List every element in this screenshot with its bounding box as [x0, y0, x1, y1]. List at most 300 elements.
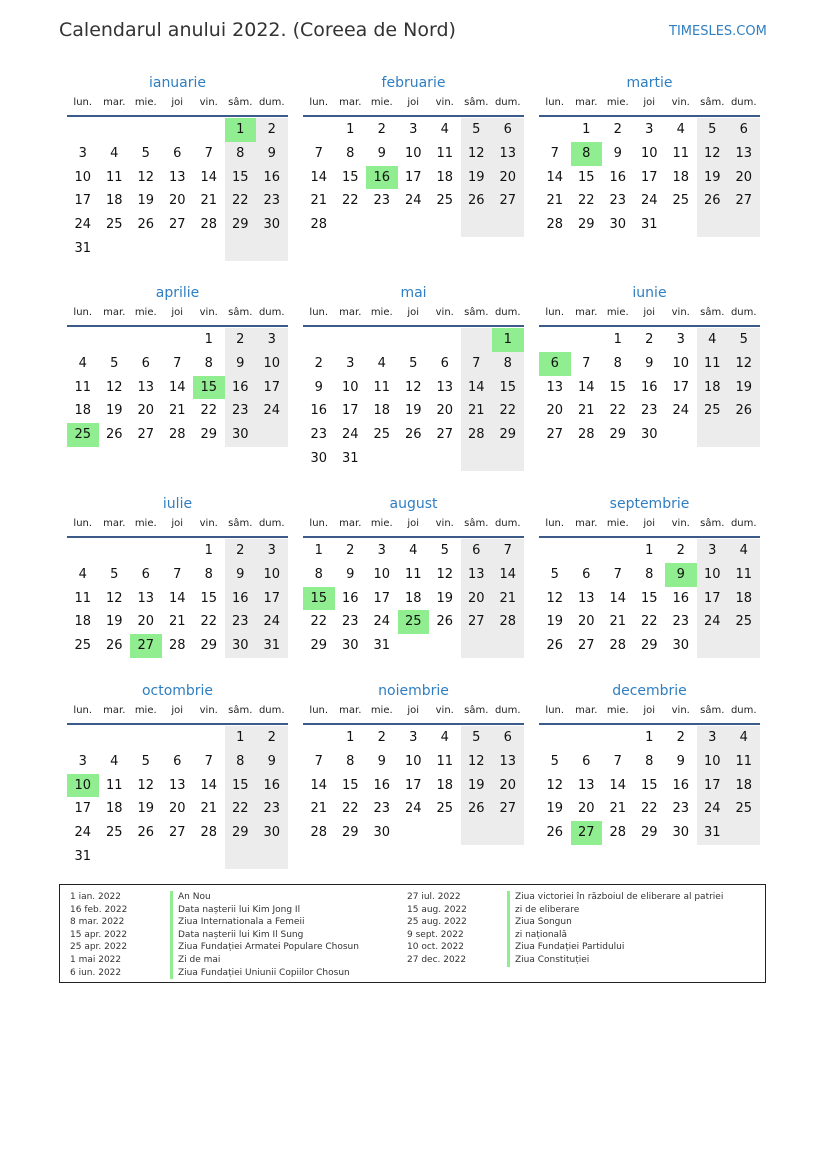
empty-day-cell — [461, 328, 493, 352]
legend-holiday-name: Zi de mai — [170, 954, 220, 967]
day-cell: 12 — [404, 379, 422, 395]
day-cell: 29 — [492, 423, 524, 447]
day-cell: 16 — [225, 376, 257, 400]
day-cell: 29 — [640, 825, 658, 840]
day-cell: 7 — [492, 539, 524, 563]
empty-day-cell — [492, 821, 524, 845]
day-cell: 26 — [546, 825, 564, 840]
legend-date: 10 oct. 2022 — [407, 942, 464, 953]
weekday-label: dum. — [258, 307, 285, 318]
day-cell: 23 — [310, 427, 328, 442]
legend-date: 15 apr. 2022 — [70, 929, 128, 940]
day-cell: 20 — [137, 614, 155, 630]
empty-day-cell — [602, 539, 634, 563]
day-cell: 3 — [78, 753, 87, 769]
weekday-label: joi — [643, 518, 656, 529]
day-cell: 9 — [346, 566, 355, 582]
day-cell: 23 — [672, 614, 690, 630]
day-cell: 10 — [697, 563, 729, 587]
day-grid — [303, 539, 524, 658]
day-cell: 23 — [225, 610, 257, 634]
day-cell: 23 — [609, 193, 627, 209]
empty-day-cell — [571, 328, 603, 352]
day-cell: 21 — [609, 614, 627, 630]
day-cell: 1 — [346, 122, 355, 137]
day-cell: 11 — [672, 145, 690, 161]
day-cell: 23 — [256, 189, 288, 213]
day-cell: 4 — [676, 122, 685, 137]
day-cell: 22 — [200, 403, 218, 419]
legend-holiday-name: Ziua Constituției — [507, 954, 589, 967]
weekday-label: joi — [171, 518, 184, 529]
weekday-header — [303, 703, 524, 725]
day-cell: 15 — [341, 777, 359, 793]
day-cell: 2 — [346, 543, 355, 558]
empty-day-cell — [130, 328, 162, 352]
day-cell: 13 — [577, 590, 595, 606]
empty-day-cell — [162, 237, 194, 261]
day-cell: 8 — [204, 566, 213, 582]
weekday-label: mie. — [606, 518, 629, 529]
day-cell: 17 — [640, 169, 658, 185]
day-cell: 19 — [404, 403, 422, 419]
day-cell: 2 — [676, 730, 685, 745]
day-cell: 14 — [310, 777, 328, 793]
weekday-label: mie. — [370, 518, 393, 529]
legend-holiday-name: Ziua Songun — [507, 916, 572, 929]
day-cell: 7 — [314, 145, 323, 161]
day-cell: 8 — [225, 142, 257, 166]
weekday-label: joi — [407, 97, 420, 108]
empty-day-cell — [398, 634, 430, 658]
weekday-label: mie. — [134, 705, 157, 716]
day-cell: 28 — [609, 638, 627, 653]
day-cell: 29 — [341, 825, 359, 840]
empty-day-cell — [193, 726, 225, 750]
weekday-label: joi — [643, 705, 656, 716]
day-cell: 5 — [461, 118, 493, 142]
day-cell: 21 — [492, 587, 524, 611]
day-cell: 3 — [256, 328, 288, 352]
month-title: octombrie — [141, 683, 214, 699]
day-cell: 30 — [225, 423, 257, 447]
weekday-label: mar. — [575, 518, 598, 529]
legend-date: 1 ian. 2022 — [70, 892, 121, 902]
weekday-label: mar. — [103, 307, 126, 318]
day-cell: 31 — [697, 821, 729, 845]
weekday-label: sâm. — [228, 97, 253, 108]
day-cell: 6 — [141, 355, 150, 371]
legend-row — [407, 941, 723, 954]
day-cell: 10 — [404, 145, 422, 161]
day-cell: 15 — [225, 774, 257, 798]
day-cell: 24 — [672, 403, 690, 419]
day-cell: 17 — [373, 590, 391, 606]
weekday-label: sâm. — [700, 518, 725, 529]
empty-day-cell — [256, 237, 288, 261]
day-cell: 21 — [168, 614, 186, 630]
day-cell: 30 — [256, 821, 288, 845]
day-cell: 12 — [728, 352, 760, 376]
weekday-label: vin. — [435, 307, 454, 318]
weekday-label: joi — [171, 705, 184, 716]
day-cell: 30 — [256, 213, 288, 237]
day-cell: 21 — [577, 403, 595, 419]
day-cell: 31 — [341, 450, 359, 466]
day-cell: 13 — [461, 563, 493, 587]
weekday-label: vin. — [671, 97, 690, 108]
day-cell: 14 — [310, 169, 328, 185]
day-cell: 5 — [697, 118, 729, 142]
weekday-label: vin. — [671, 705, 690, 716]
day-cell: 24 — [697, 797, 729, 821]
weekday-label: vin. — [199, 518, 218, 529]
day-cell: 26 — [436, 614, 454, 630]
day-cell: 16 — [256, 166, 288, 190]
day-cell: 15 — [225, 166, 257, 190]
day-cell: 20 — [168, 801, 186, 817]
day-cell: 12 — [461, 142, 493, 166]
day-cell: 12 — [546, 777, 564, 793]
weekday-label: vin. — [435, 705, 454, 716]
day-cell: 18 — [74, 614, 92, 630]
empty-day-cell — [303, 118, 335, 142]
day-cell: 13 — [728, 142, 760, 166]
empty-day-cell — [571, 539, 603, 563]
day-cell: 12 — [137, 777, 155, 793]
weekday-label: sâm. — [700, 97, 725, 108]
weekday-label: mar. — [339, 97, 362, 108]
day-cell: 22 — [341, 801, 359, 817]
day-cell: 27 — [436, 427, 454, 442]
weekday-label: lun. — [73, 518, 93, 529]
legend-date: 25 apr. 2022 — [70, 942, 128, 953]
weekday-label: lun. — [545, 307, 565, 318]
empty-day-cell — [665, 213, 697, 237]
weekday-header — [539, 516, 760, 538]
day-cell: 26 — [137, 217, 155, 232]
weekday-label: sâm. — [464, 518, 489, 529]
empty-day-cell — [162, 539, 194, 563]
legend-row — [407, 929, 723, 942]
day-cell: 5 — [461, 726, 493, 750]
weekday-label: mar. — [339, 307, 362, 318]
day-cell: 13 — [137, 379, 155, 395]
empty-day-cell — [398, 447, 430, 471]
day-cell: 4 — [110, 145, 119, 161]
empty-day-cell — [539, 328, 571, 352]
month-august — [303, 494, 524, 658]
day-cell: 1 — [314, 543, 323, 558]
legend-holiday-name: zi națională — [507, 929, 567, 942]
holiday-day-cell: 25 — [67, 423, 99, 447]
day-cell: 10 — [640, 145, 658, 161]
day-cell: 13 — [492, 142, 524, 166]
legend-holiday-name: Ziua Fundației Partidului — [507, 941, 624, 954]
day-cell: 14 — [461, 376, 493, 400]
day-cell: 1 — [645, 730, 654, 745]
day-cell: 29 — [225, 213, 257, 237]
empty-day-cell — [366, 328, 398, 352]
month-title: aprilie — [155, 285, 200, 301]
day-cell: 12 — [546, 590, 564, 606]
day-cell: 3 — [346, 355, 355, 371]
day-cell: 25 — [105, 217, 123, 232]
day-grid — [67, 726, 288, 869]
legend-column-right — [407, 891, 723, 967]
empty-day-cell — [256, 845, 288, 869]
day-cell: 8 — [346, 753, 355, 769]
day-cell: 17 — [404, 169, 422, 185]
day-cell: 18 — [105, 193, 123, 209]
day-cell: 14 — [200, 169, 218, 185]
day-cell: 20 — [728, 166, 760, 190]
empty-day-cell — [539, 726, 571, 750]
legend-holiday-name: Data nașterii lui Kim Jong Il — [170, 904, 300, 917]
day-cell: 9 — [256, 142, 288, 166]
day-cell: 18 — [436, 777, 454, 793]
day-cell: 9 — [256, 750, 288, 774]
day-cell: 12 — [105, 379, 123, 395]
day-cell: 3 — [676, 332, 685, 347]
day-cell: 22 — [609, 403, 627, 419]
empty-day-cell — [429, 213, 461, 237]
day-cell: 1 — [346, 730, 355, 745]
weekday-label: mar. — [103, 518, 126, 529]
day-cell: 22 — [341, 193, 359, 209]
day-cell: 18 — [728, 587, 760, 611]
month-title: decembrie — [612, 683, 687, 699]
day-cell: 6 — [440, 355, 449, 371]
empty-day-cell — [398, 213, 430, 237]
day-cell: 28 — [492, 610, 524, 634]
day-cell: 27 — [168, 825, 186, 840]
day-cell: 21 — [200, 801, 218, 817]
empty-day-cell — [728, 821, 760, 845]
legend-date: 27 dec. 2022 — [407, 954, 467, 965]
day-cell: 22 — [225, 797, 257, 821]
day-cell: 3 — [645, 122, 654, 137]
month-ianuarie — [67, 73, 288, 261]
day-cell: 21 — [310, 193, 328, 209]
weekday-label: joi — [643, 97, 656, 108]
day-cell: 10 — [256, 563, 288, 587]
weekday-header — [303, 305, 524, 327]
day-cell: 27 — [577, 638, 595, 653]
month-title: mai — [400, 285, 427, 301]
day-cell: 3 — [377, 543, 386, 558]
day-cell: 29 — [200, 427, 218, 442]
weekday-header — [539, 305, 760, 327]
day-cell: 18 — [728, 774, 760, 798]
weekday-label: dum. — [730, 518, 757, 529]
day-cell: 10 — [404, 753, 422, 769]
empty-day-cell — [429, 328, 461, 352]
weekday-label: dum. — [258, 705, 285, 716]
empty-day-cell — [162, 118, 194, 142]
day-cell: 27 — [168, 217, 186, 232]
day-cell: 21 — [168, 403, 186, 419]
day-cell: 9 — [225, 352, 257, 376]
day-cell: 2 — [676, 543, 685, 558]
day-cell: 15 — [640, 777, 658, 793]
month-title: februarie — [381, 75, 446, 91]
day-cell: 22 — [640, 801, 658, 817]
day-cell: 4 — [728, 539, 760, 563]
weekday-header — [539, 95, 760, 117]
day-cell: 17 — [256, 587, 288, 611]
empty-day-cell — [335, 213, 367, 237]
day-cell: 11 — [74, 379, 92, 395]
day-cell: 6 — [173, 753, 182, 769]
empty-day-cell — [366, 213, 398, 237]
site-logo-link[interactable]: TIMESLES.COM — [669, 24, 767, 39]
holiday-day-cell: 16 — [366, 166, 398, 190]
day-cell: 8 — [225, 750, 257, 774]
holiday-day-cell: 10 — [67, 774, 99, 798]
weekday-label: mar. — [339, 705, 362, 716]
day-cell: 6 — [141, 566, 150, 582]
weekday-label: lun. — [545, 518, 565, 529]
day-cell: 20 — [168, 193, 186, 209]
weekday-label: lun. — [309, 518, 329, 529]
day-cell: 10 — [697, 750, 729, 774]
day-cell: 26 — [546, 638, 564, 653]
day-cell: 4 — [440, 730, 449, 745]
empty-day-cell — [130, 726, 162, 750]
legend-holiday-name: Ziua Internationala a Femeii — [170, 916, 304, 929]
weekday-label: dum. — [258, 97, 285, 108]
day-cell: 7 — [613, 566, 622, 582]
month-februarie — [303, 73, 524, 237]
empty-day-cell — [728, 634, 760, 658]
day-cell: 13 — [436, 379, 454, 395]
legend-row — [70, 967, 359, 980]
day-cell: 8 — [613, 355, 622, 371]
holiday-day-cell: 27 — [571, 821, 603, 845]
day-cell: 12 — [105, 590, 123, 606]
day-cell: 11 — [697, 352, 729, 376]
weekday-label: lun. — [73, 307, 93, 318]
day-cell: 23 — [373, 193, 391, 209]
day-grid — [539, 328, 760, 447]
empty-day-cell — [162, 726, 194, 750]
day-cell: 22 — [225, 189, 257, 213]
day-cell: 7 — [204, 753, 213, 769]
weekday-label: vin. — [435, 97, 454, 108]
empty-day-cell — [130, 845, 162, 869]
day-cell: 11 — [404, 566, 422, 582]
day-cell: 28 — [609, 825, 627, 840]
day-cell: 23 — [256, 797, 288, 821]
weekday-header — [539, 703, 760, 725]
day-cell: 11 — [728, 563, 760, 587]
day-cell: 3 — [697, 539, 729, 563]
day-cell: 25 — [728, 610, 760, 634]
day-cell: 16 — [672, 590, 690, 606]
day-cell: 27 — [492, 189, 524, 213]
day-cell: 1 — [582, 122, 591, 137]
day-cell: 19 — [728, 376, 760, 400]
weekday-label: mie. — [370, 97, 393, 108]
day-cell: 1 — [204, 332, 213, 347]
weekday-label: dum. — [258, 518, 285, 529]
legend-date: 1 mai 2022 — [70, 954, 122, 965]
day-cell: 28 — [461, 423, 493, 447]
empty-day-cell — [461, 447, 493, 471]
day-cell: 9 — [377, 753, 386, 769]
month-octombrie — [67, 681, 288, 869]
day-cell: 15 — [609, 379, 627, 395]
day-cell: 20 — [492, 774, 524, 798]
day-cell: 5 — [728, 328, 760, 352]
weekday-label: mar. — [575, 307, 598, 318]
day-cell: 5 — [141, 753, 150, 769]
day-cell: 5 — [550, 753, 559, 769]
day-cell: 24 — [74, 217, 92, 232]
day-cell: 20 — [577, 801, 595, 817]
empty-day-cell — [99, 726, 131, 750]
day-cell: 25 — [74, 638, 92, 653]
weekday-label: vin. — [199, 307, 218, 318]
day-cell: 14 — [546, 169, 564, 185]
day-grid — [303, 328, 524, 471]
day-cell: 8 — [492, 352, 524, 376]
day-cell: 18 — [697, 376, 729, 400]
day-cell: 20 — [492, 166, 524, 190]
day-cell: 27 — [461, 610, 493, 634]
day-cell: 2 — [225, 328, 257, 352]
day-cell: 7 — [173, 355, 182, 371]
weekday-label: joi — [171, 307, 184, 318]
weekday-label: joi — [407, 307, 420, 318]
day-cell: 26 — [137, 825, 155, 840]
day-cell: 10 — [256, 352, 288, 376]
day-cell: 22 — [492, 399, 524, 423]
day-grid — [303, 726, 524, 845]
weekday-label: lun. — [309, 307, 329, 318]
day-cell: 31 — [373, 638, 391, 653]
empty-day-cell — [571, 726, 603, 750]
empty-day-cell — [256, 423, 288, 447]
weekday-header — [67, 516, 288, 538]
weekday-label: sâm. — [464, 705, 489, 716]
day-cell: 29 — [609, 427, 627, 442]
day-cell: 7 — [461, 352, 493, 376]
weekday-label: mie. — [370, 705, 393, 716]
day-cell: 30 — [225, 634, 257, 658]
empty-day-cell — [461, 821, 493, 845]
legend-holiday-name: Ziua victoriei în războiul de eliberare al patriei — [507, 891, 723, 904]
day-cell: 3 — [256, 539, 288, 563]
day-cell: 14 — [609, 777, 627, 793]
empty-day-cell — [303, 726, 335, 750]
day-cell: 4 — [377, 355, 386, 371]
day-cell: 13 — [168, 169, 186, 185]
empty-day-cell — [461, 213, 493, 237]
weekday-label: sâm. — [228, 307, 253, 318]
empty-day-cell — [162, 845, 194, 869]
weekday-label: sâm. — [464, 307, 489, 318]
day-cell: 7 — [550, 145, 559, 161]
day-cell: 19 — [436, 590, 454, 606]
day-grid — [67, 328, 288, 447]
day-cell: 18 — [672, 169, 690, 185]
day-cell: 28 — [310, 217, 328, 232]
legend-row — [407, 891, 723, 904]
day-cell: 26 — [697, 189, 729, 213]
holiday-day-cell: 1 — [492, 328, 524, 352]
